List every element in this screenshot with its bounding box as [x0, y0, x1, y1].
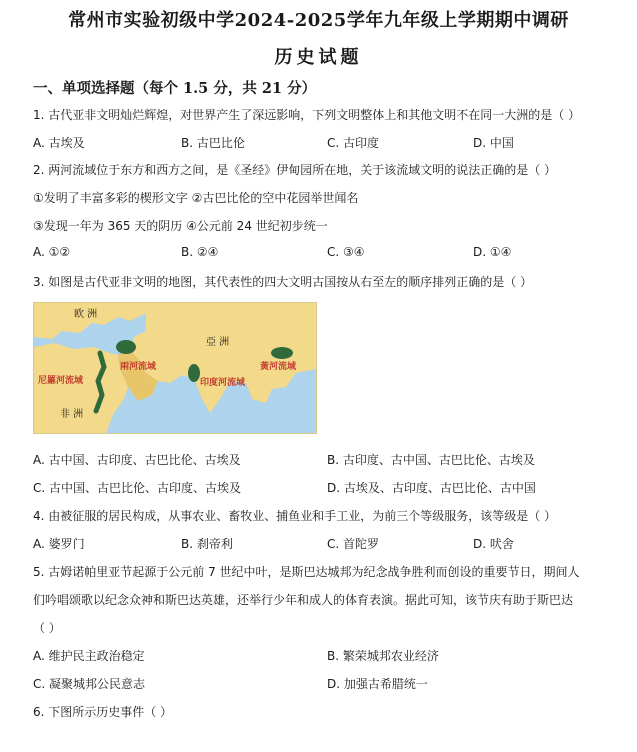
q3-option-d: D. 古埃及、古印度、古巴比伦、古中国 [327, 481, 536, 495]
exam-subtitle: 历史试题 [274, 47, 363, 68]
q4-option-b: B. 刹帝利 [181, 537, 233, 551]
q2-option-d: D. ①④ [473, 245, 512, 259]
q2-items-line2: ③发现一年为 365 天的阴历 ④公元前 24 世纪初步统一 [33, 219, 328, 233]
q4-option-d: D. 吠舍 [473, 537, 514, 551]
q3-option-b: B. 古印度、古中国、古巴比伦、古埃及 [327, 453, 535, 467]
q2-option-a: A. ①② [33, 245, 71, 259]
map-label-africa: 非 洲 [60, 409, 84, 420]
map-indus-region [188, 364, 200, 382]
q5-stem-line2: 们吟唱颂歌以纪念众神和斯巴达英雄，还举行少年和成人的体育表演。据此可知，该节庆有助于斯巴达 [33, 593, 574, 607]
q5-option-a: A. 维护民主政治稳定 [33, 649, 145, 663]
section-heading: 一、单项选择题（每个 1.5 分，共 21 分） [33, 80, 317, 97]
q3-option-c: C. 古中国、古巴比伦、古印度、古埃及 [33, 481, 242, 495]
q5-stem-line1: 5. 古姆诺帕里亚节起源于公元前 7 世纪中叶，是斯巴达城邦为纪念战争胜利而创设的重要节日，期间人 [33, 565, 580, 579]
q4-stem: 4. 由被征服的居民构成，从事农业、畜牧业、捕鱼业和手工业，为前三个等级服务，该等级是（ ） [33, 509, 557, 523]
q1-option-b: B. 古巴比伦 [181, 136, 245, 150]
q3-stem: 3. 如图是古代亚非文明的地图，其代表性的四大文明古国按从右至左的顺序排列正确的是（ ） [33, 275, 533, 289]
q1-option-a: A. 古埃及 [33, 136, 85, 150]
q2-items-line1: ①发明了丰富多彩的楔形文字 ②古巴比伦的空中花园举世闻名 [33, 191, 359, 205]
map-label-indus: 印度河流域 [200, 378, 246, 388]
q5-option-c: C. 凝聚城邦公民意志 [33, 677, 146, 691]
ancient-civilizations-map [33, 302, 317, 434]
map-two-rivers-region [116, 340, 136, 354]
q2-option-c: C. ③④ [327, 245, 365, 259]
q3-option-a: A. 古中国、古印度、古巴比伦、古埃及 [33, 453, 241, 467]
map-label-two-rivers: 兩河流域 [120, 362, 157, 372]
map-label-asia: 亞 洲 [206, 337, 230, 348]
q1-option-c: C. 古印度 [327, 136, 380, 150]
q4-option-c: C. 首陀罗 [327, 537, 380, 551]
q6-stem: 6. 下图所示历史事件（ ） [33, 705, 173, 719]
q5-option-d: D. 加强古希腊统一 [327, 677, 428, 691]
q1-stem: 1. 古代亚非文明灿烂辉煌，对世界产生了深远影响，下列文明整体上和其他文明不在同一大洲的是（ ） [33, 108, 581, 122]
q2-option-b: B. ②④ [181, 245, 219, 259]
map-label-europe: 欧 洲 [74, 309, 98, 320]
q1-option-d: D. 中国 [473, 136, 514, 150]
exam-title: 常州市实验初级中学2024-2025学年九年级上学期期中调研 [68, 10, 569, 31]
q4-option-a: A. 婆罗门 [33, 537, 85, 551]
q5-option-b: B. 繁荣城邦农业经济 [327, 649, 439, 663]
map-label-yellow-river: 黃河流域 [260, 362, 297, 372]
q5-stem-line3: （ ） [33, 621, 61, 635]
q2-stem: 2. 两河流域位于东方和西方之间，是《圣经》伊甸园所在地，关于该流域文明的说法正确的是（ ） [33, 163, 557, 177]
map-label-nile: 尼羅河流域 [38, 376, 84, 386]
map-yellow-river-region [271, 347, 293, 359]
